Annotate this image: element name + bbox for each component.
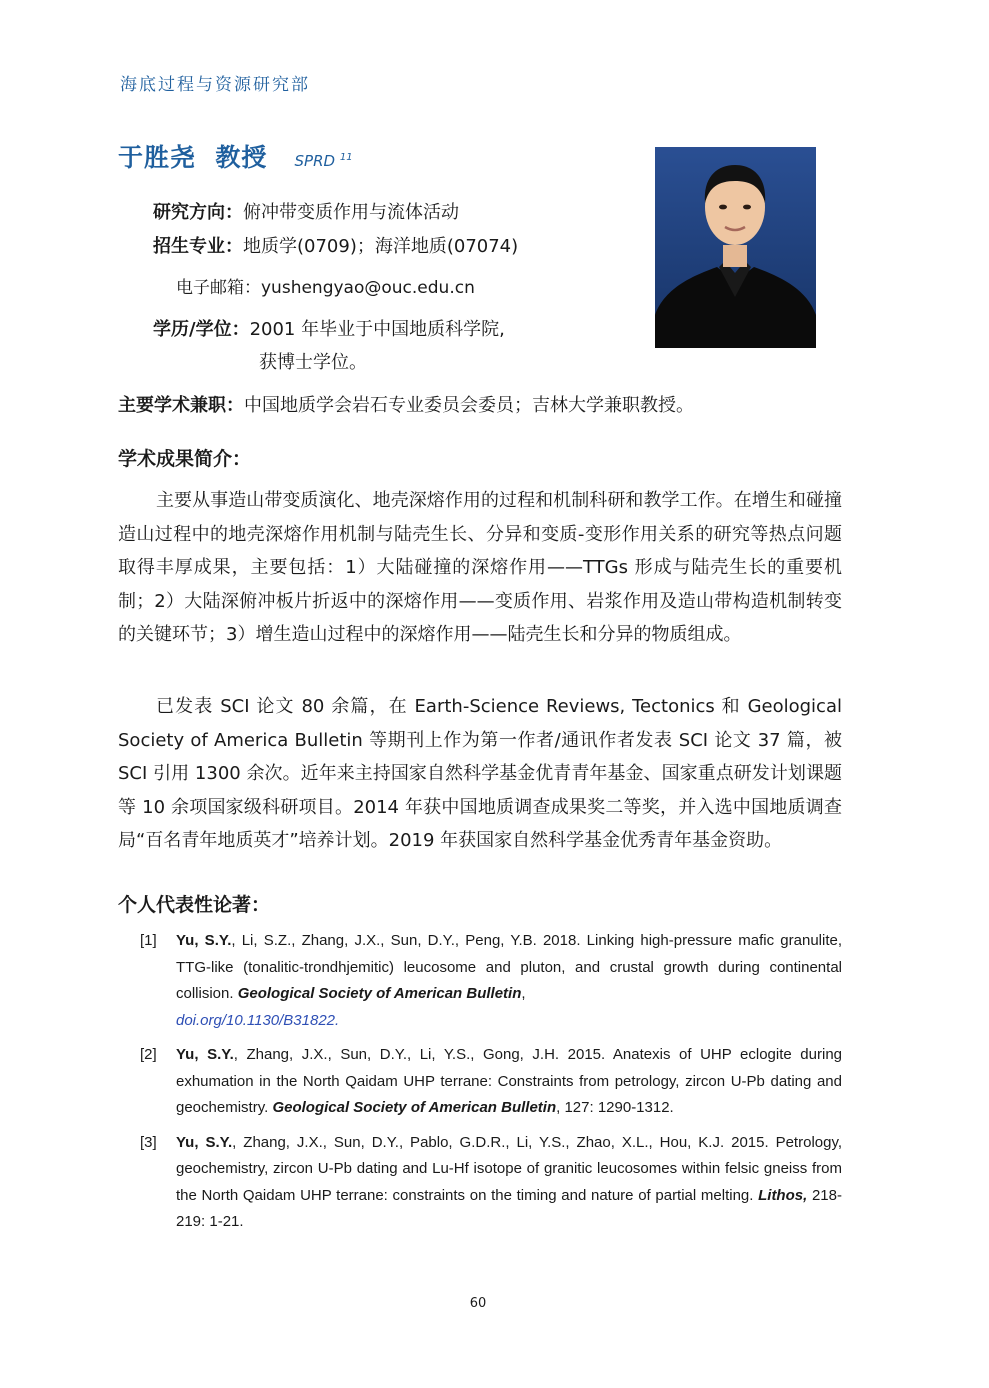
positions-label: 主要学术兼职：	[118, 395, 244, 416]
education-label: 学历/学位：	[153, 319, 250, 340]
positions-row	[118, 391, 694, 417]
reference-item	[140, 1130, 842, 1236]
reference-journal: Geological Society of American Bulletin	[237, 985, 522, 1002]
reference-tail: 218-219: 1-21.	[176, 1186, 842, 1230]
reference-author: Yu, S.Y.	[176, 932, 232, 949]
research-direction-value: 俯冲带变质作用与流体活动	[243, 202, 459, 223]
reference-item	[140, 928, 842, 1034]
reference-tail: ,	[521, 985, 526, 1002]
portrait-photo	[655, 147, 816, 348]
email-row	[176, 273, 475, 298]
reference-number: [2]	[140, 1046, 157, 1063]
reference-text: , Zhang, J.X., Sun, D.Y., Pablo, G.D.R., Li, Y.S., Zhao, X.L., Hou, K.J. 2015. Petrology, geochemistry, zircon U-Pb dating and Lu-Hf isotope of granitic leucosomes within felsic gneiss from the North Qaidam UHP terrane: constraints on the timing and nature of partial melting.	[176, 1133, 843, 1204]
reference-list	[140, 928, 842, 1244]
reference-author: Yu, S.Y.	[176, 1046, 234, 1063]
enrollment-major-row	[153, 232, 518, 258]
education-row	[153, 315, 505, 341]
achievements-paragraph-1: 主要从事造山带变质演化、地壳深熔作用的过程和机制科研和教学工作。在增生和碰撞造山过程中的地壳深熔作用机制与陆壳生长、分异和变质-变形作用关系的研究等热点问题取得丰厚成果，主要包括：1）大陆碰撞的深熔作用——TTGs 形成与陆壳生长的重要机制；2）大陆深俯冲板片折返中的深熔作用——变质作用、岩浆作用及造山带构造机制转变的关键环节；3）增生造山过程中的深熔作用——陆壳生长和分异的物质组成。	[118, 490, 842, 645]
enrollment-major-label: 招生专业：	[153, 236, 243, 257]
email-label: 电子邮箱：	[176, 278, 261, 298]
page-number: 60	[469, 1296, 487, 1311]
email-value: yushengyao@ouc.edu.cn	[261, 278, 475, 298]
person-name: 于胜尧 教授	[118, 143, 268, 172]
publications-heading: 个人代表性论著：	[118, 894, 271, 916]
reference-number: [1]	[140, 932, 157, 949]
reference-doi-link[interactable]: doi.org/10.1130/B31822.	[176, 1011, 340, 1029]
reference-author: Yu, S.Y.	[176, 1133, 233, 1151]
research-direction-row	[153, 198, 459, 224]
achievements-heading: 学术成果简介：	[118, 448, 252, 470]
reference-body	[176, 1130, 842, 1236]
education-row-2	[259, 348, 367, 374]
achievements-paragraph-2: 已发表 SCI 论文 80 余篇，在 Earth-Science Reviews, Tectonics 和 Geological Society of America Bulletin 等期刊上作为第一作者/通讯作者发表 SCI 论文 37 篇，被 SCI 引用 1300 余次。近年来主持国家自然科学基金优青青年基金、国家重点研发计划课题等 10 余项国家级科研项目。2014 年获中国地质调查成果奖二等奖，并入选中国地质调查局“百名青年地质英才”培养计划。2019 年获国家自然科学基金优秀青年基金资助。	[118, 696, 842, 851]
reference-text: , Li, S.Z., Zhang, J.X., Sun, D.Y., Peng, Y.B. 2018. Linking high-pressure mafic granulite, TTG-like (tonalitic-trondhjemitic) leucosome and pluton, and crustal growth during continental collision.	[176, 932, 843, 1002]
positions-value: 中国地质学会岩石专业委员会委员；吉林大学兼职教授。	[244, 395, 694, 416]
department-header: 海底过程与资源研究部	[120, 75, 310, 95]
reference-journal: Geological Society of American Bulletin	[272, 1099, 557, 1116]
department-tag-sup: 11	[339, 152, 353, 163]
department-tag-text: SPRD	[294, 152, 336, 170]
department-tag	[295, 152, 353, 170]
portrait-illustration	[655, 147, 816, 348]
reference-tail: , 127: 1290-1312.	[556, 1099, 674, 1116]
name-line	[118, 138, 353, 174]
reference-item	[140, 1042, 842, 1122]
reference-body	[176, 1042, 842, 1122]
reference-body	[176, 928, 842, 1034]
education-line1: 2001 年毕业于中国地质科学院,	[249, 319, 505, 340]
enrollment-major-value: 地质学(0709)；海洋地质(07074)	[243, 236, 519, 257]
reference-number: [3]	[140, 1133, 157, 1151]
reference-journal: Lithos,	[758, 1186, 808, 1204]
reference-text: , Zhang, J.X., Sun, D.Y., Li, Y.S., Gong, J.H. 2015. Anatexis of UHP eclogite during exhumation in the North Qaidam UHP terrane: Constraints from petrology, zircon U-Pb dating and geochemistry.	[176, 1046, 843, 1116]
education-line2: 获博士学位。	[259, 352, 367, 373]
research-direction-label: 研究方向：	[153, 202, 243, 223]
